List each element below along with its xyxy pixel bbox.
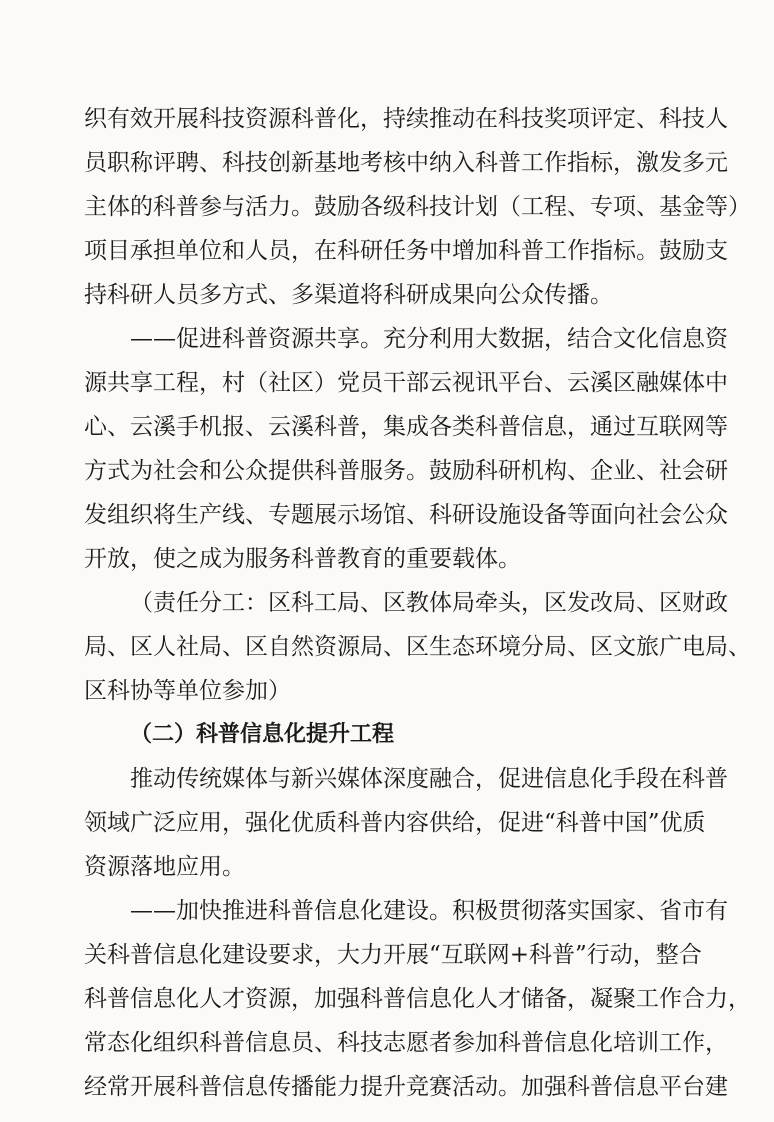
text-line: 织有效开展科技资源科普化，持续推动在科技奖项评定、科技人 — [84, 106, 728, 132]
text-line: 局、区人社局、区自然资源局、区生态环境分局、区文旅广电局、 — [84, 634, 751, 660]
text-line: 持科研人员多方式、多渠道将科研成果向公众传播。 — [84, 282, 613, 308]
text-line: 领域广泛应用，强化优质科普内容供给，促进“科普中国”优质 — [84, 810, 706, 836]
section-heading: （二）科普信息化提升工程 — [130, 722, 395, 747]
text-line: 常态化组织科普信息员、科技志愿者参加科普信息化培训工作， — [84, 1030, 728, 1056]
text-line: 资源落地应用。 — [84, 854, 245, 880]
text-line: 关科普信息化建设要求，大力开展“互联网+科普”行动，整合 — [84, 942, 702, 968]
text-line: 区科协等单位参加） — [84, 678, 291, 704]
text-line: ——促进科普资源共享。充分利用大数据，结合文化信息资 — [130, 326, 728, 352]
text-line: ——加快推进科普信息化建设。积极贯彻落实国家、省市有 — [130, 898, 728, 924]
text-line: 源共享工程，村（社区）党员干部云视讯平台、云溪区融媒体中 — [84, 370, 728, 396]
text-line: （责任分工：区科工局、区教体局牵头，区发改局、区财政 — [130, 590, 728, 616]
text-line: 项目承担单位和人员，在科研任务中增加科普工作指标。鼓励支 — [84, 238, 728, 264]
text-line: 员职称评聘、科技创新基地考核中纳入科普工作指标，激发多元 — [84, 150, 728, 176]
text-line: 心、云溪手机报、云溪科普，集成各类科普信息，通过互联网等 — [84, 414, 728, 440]
text-line: 经常开展科普信息传播能力提升竞赛活动。加强科普信息平台建 — [84, 1074, 728, 1100]
text-line: 科普信息化人才资源，加强科普信息化人才储备，凝聚工作合力， — [84, 986, 751, 1012]
text-line: 发组织将生产线、专题展示场馆、科研设施设备等面向社会公众 — [84, 502, 728, 528]
text-line: 方式为社会和公众提供科普服务。鼓励科研机构、企业、社会研 — [84, 458, 728, 484]
text-line: 主体的科普参与活力。鼓励各级科技计划（工程、专项、基金等） — [84, 194, 751, 220]
text-line: 开放，使之成为服务科普教育的重要载体。 — [84, 546, 521, 572]
text-line: 推动传统媒体与新兴媒体深度融合，促进信息化手段在科普 — [130, 766, 728, 792]
